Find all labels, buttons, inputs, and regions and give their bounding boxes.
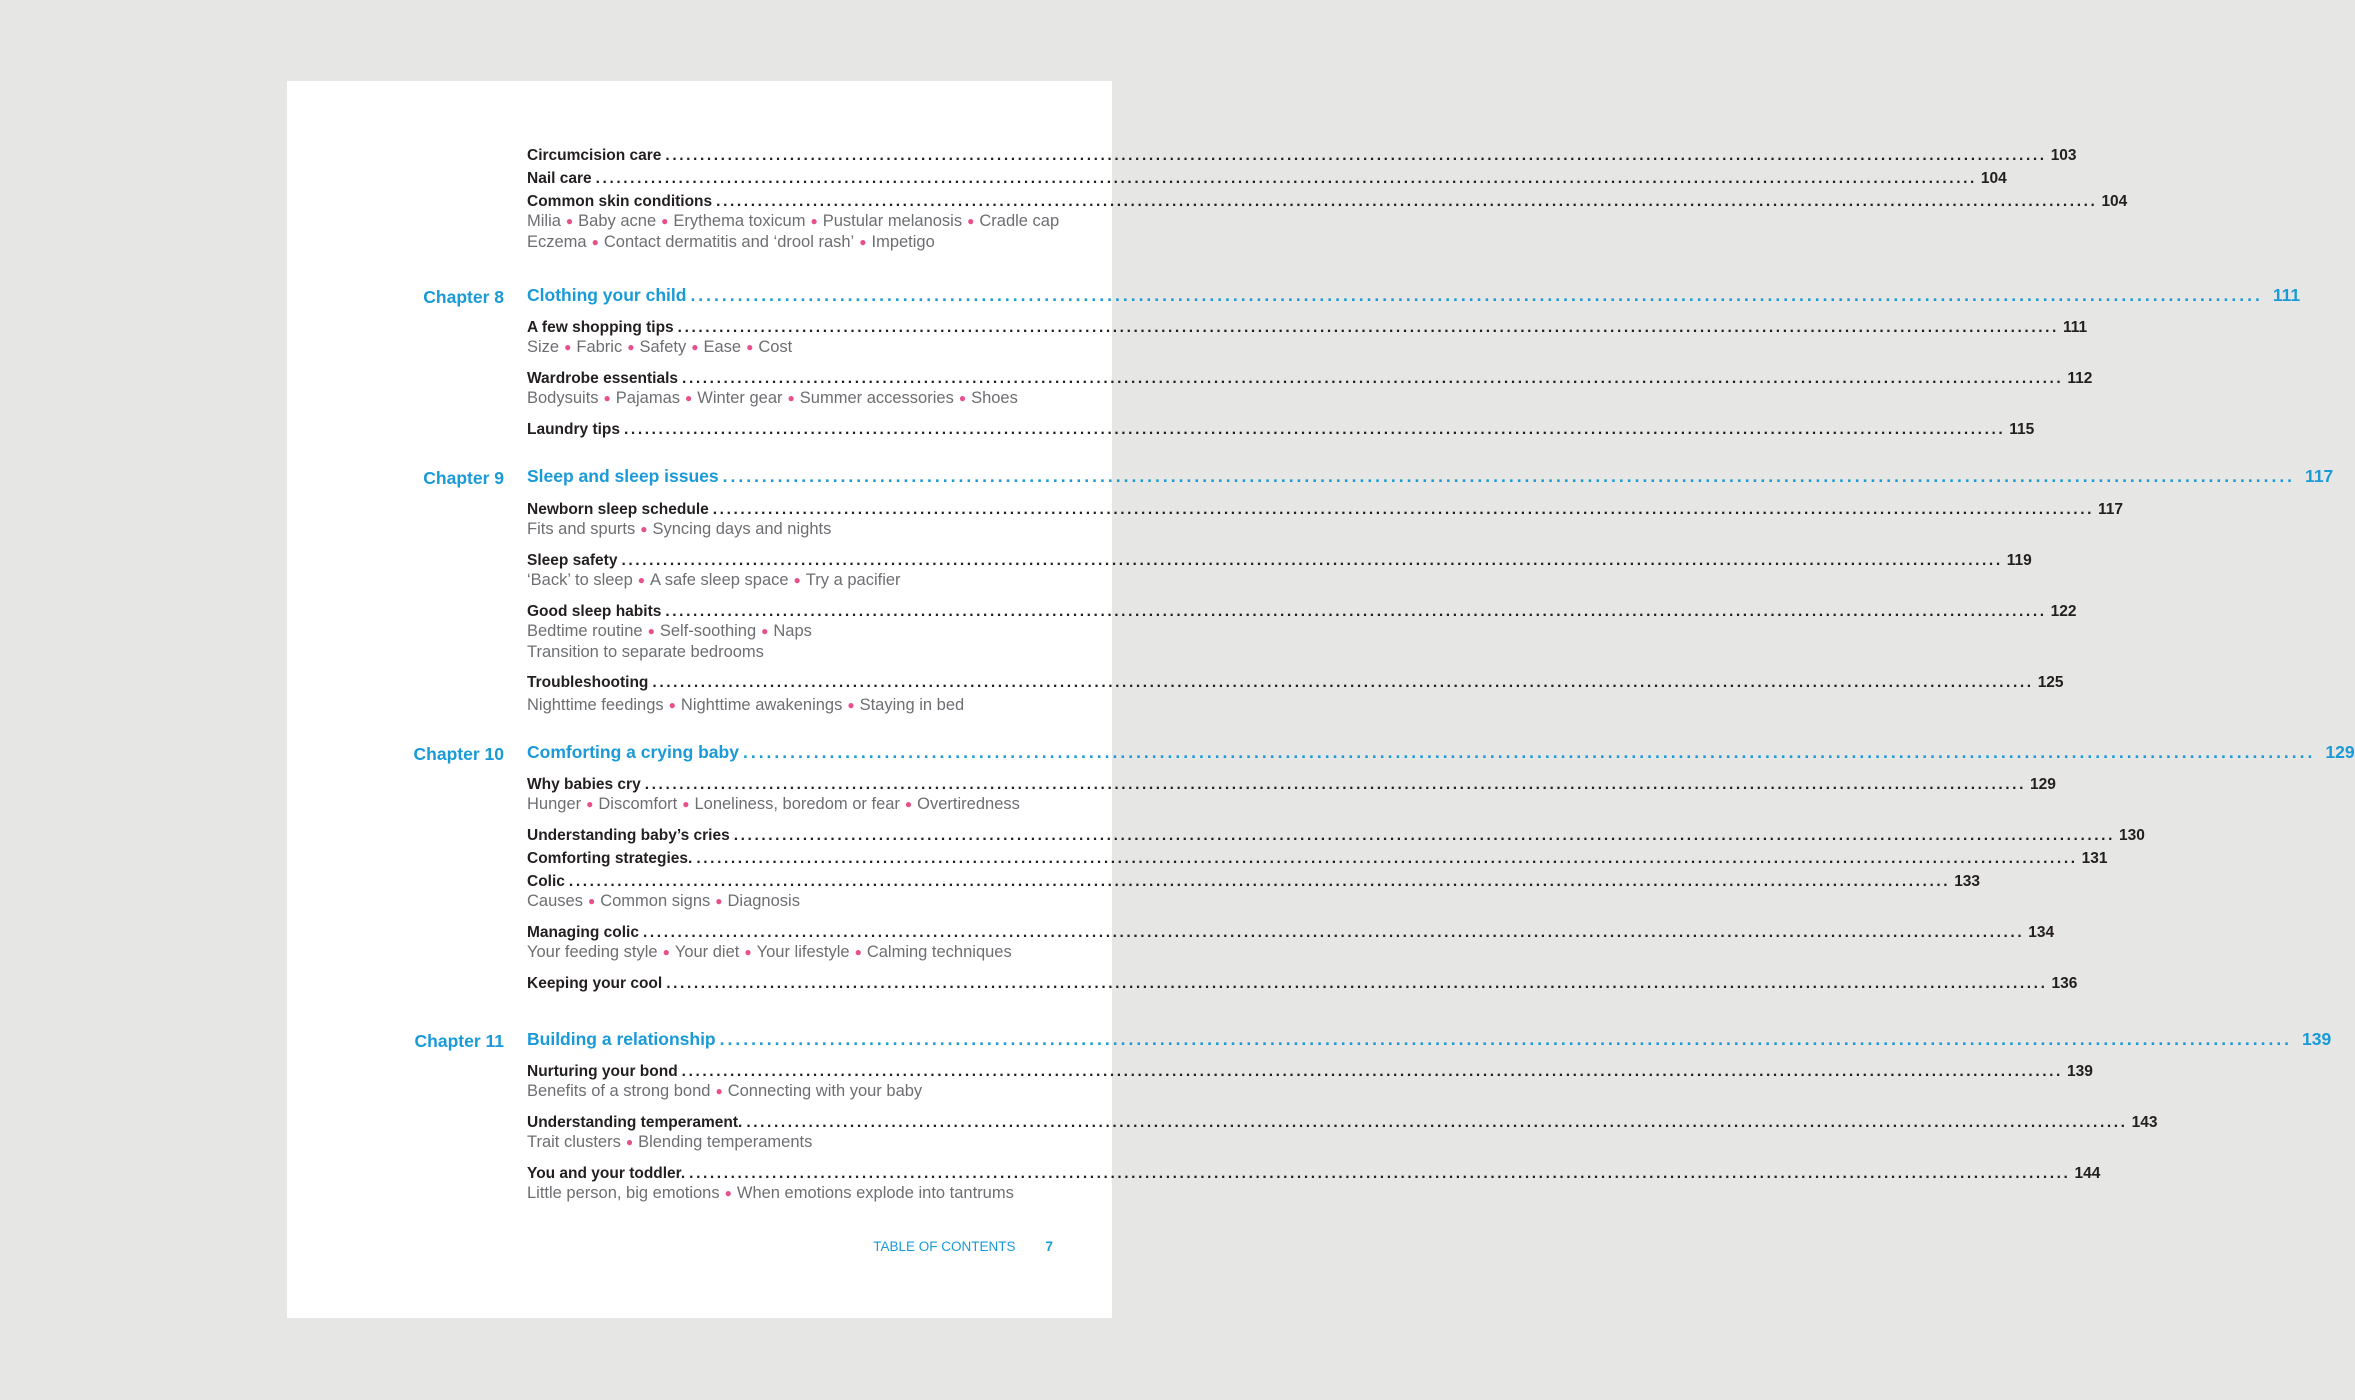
dot-leader: ........................................................................................................................................................................................................ bbox=[665, 147, 2047, 164]
topic-item: Causes bbox=[527, 892, 583, 910]
topic-line bbox=[527, 622, 1067, 643]
bullet-icon: ● bbox=[904, 797, 913, 811]
entry-title: Comforting strategies. bbox=[527, 850, 693, 867]
page-ref: 117 bbox=[2305, 466, 2334, 486]
topic-list bbox=[527, 943, 1067, 964]
bullet-icon: ● bbox=[958, 391, 967, 405]
page-ref: 104 bbox=[2101, 193, 2128, 210]
topic-item: Erythema toxicum bbox=[673, 212, 806, 230]
bullet-icon: ● bbox=[724, 1186, 732, 1200]
entry-title: You and your toddler. bbox=[527, 1165, 686, 1182]
dot-leader: ........................................................................................................................................................................................................ bbox=[722, 466, 2296, 486]
topic-line bbox=[527, 1184, 1067, 1205]
page-ref: 136 bbox=[2051, 975, 2078, 992]
chapter-title: Comforting a crying baby bbox=[527, 742, 739, 762]
topic-item: Pajamas bbox=[615, 389, 680, 407]
entry-title: Colic bbox=[527, 873, 565, 890]
bullet-icon: ● bbox=[691, 340, 699, 354]
entry-title: Understanding baby’s cries bbox=[527, 827, 730, 844]
bullet-icon: ● bbox=[625, 1135, 634, 1149]
topic-item: Transition to separate bedrooms bbox=[527, 642, 764, 661]
topic-line bbox=[527, 943, 1067, 964]
entry-title: Circumcision care bbox=[527, 147, 662, 164]
topic-list bbox=[527, 892, 1067, 913]
entry-title: Troubleshooting bbox=[527, 674, 649, 691]
entry-title: Managing colic bbox=[527, 924, 639, 941]
chapter-label: Chapter 11 bbox=[414, 1031, 504, 1051]
bullet-icon: ● bbox=[715, 1084, 723, 1098]
topic-item: Cost bbox=[758, 338, 793, 356]
bullet-icon: ● bbox=[587, 894, 596, 908]
dot-leader: ........................................................................................................................................................................................................ bbox=[733, 827, 2115, 844]
bullet-icon: ● bbox=[668, 698, 676, 712]
dot-leader: ........................................................................................................................................................................................................ bbox=[666, 975, 2048, 992]
topic-item: Little person, big emotions bbox=[527, 1184, 720, 1202]
topic-list bbox=[527, 622, 1067, 662]
entry-title: Keeping your cool bbox=[527, 975, 663, 992]
dot-leader: ........................................................................................................................................................................................................ bbox=[712, 501, 2095, 518]
toc-entry[interactable] bbox=[527, 827, 2145, 849]
dot-leader: ........................................................................................................................................................................................................ bbox=[677, 319, 2059, 336]
topic-item: Milia bbox=[527, 212, 561, 230]
topic-item: Baby acne bbox=[578, 212, 657, 230]
dot-leader: ........................................................................................................................................................................................................ bbox=[624, 421, 2006, 438]
topic-item: Staying in bed bbox=[859, 696, 965, 714]
topic-item: Winter gear bbox=[697, 389, 783, 407]
page-ref: 103 bbox=[2050, 147, 2077, 164]
topic-list bbox=[527, 1184, 1067, 1205]
bullet-icon: ● bbox=[787, 391, 795, 405]
topic-item: Trait clusters bbox=[527, 1133, 621, 1151]
topic-item: Size bbox=[527, 338, 560, 356]
entry-title: Newborn sleep schedule bbox=[527, 501, 709, 518]
topic-list bbox=[527, 795, 1067, 816]
topic-line bbox=[527, 696, 1067, 717]
topic-line bbox=[527, 1082, 1067, 1103]
page-ref: 139 bbox=[2302, 1029, 2332, 1049]
chapter-title: Building a relationship bbox=[527, 1029, 716, 1049]
page-ref: 115 bbox=[2009, 421, 2035, 438]
topic-item: Nighttime awakenings bbox=[680, 696, 843, 714]
topic-line bbox=[527, 892, 1067, 913]
entry-title: Laundry tips bbox=[527, 421, 621, 438]
bullet-icon: ● bbox=[627, 340, 635, 354]
bullet-icon: ● bbox=[685, 391, 693, 405]
page-footer bbox=[827, 1239, 1053, 1254]
page-ref: 129 bbox=[2325, 742, 2355, 762]
topic-item: Shoes bbox=[971, 389, 1018, 407]
toc-entry[interactable] bbox=[527, 170, 2007, 192]
dot-leader: ........................................................................................................................................................................................................ bbox=[746, 1114, 2128, 1131]
topic-list bbox=[527, 1082, 1067, 1103]
page-ref: 133 bbox=[1954, 873, 1981, 890]
dot-leader: ........................................................................................................................................................................................................ bbox=[690, 285, 2263, 305]
chapter-heading-row[interactable] bbox=[527, 1029, 2332, 1053]
topic-line bbox=[527, 1133, 1067, 1154]
page-ref: 104 bbox=[1980, 170, 2007, 187]
dot-leader: ........................................................................................................................................................................................................ bbox=[652, 674, 2034, 691]
toc-entry[interactable] bbox=[527, 147, 2077, 169]
bullet-icon: ● bbox=[661, 214, 669, 228]
bullet-icon: ● bbox=[810, 214, 818, 228]
dot-leader: ........................................................................................................................................................................................................ bbox=[689, 1165, 2071, 1182]
topic-line bbox=[527, 389, 1067, 410]
dot-leader: ........................................................................................................................................................................................................ bbox=[716, 193, 2098, 210]
bullet-icon: ● bbox=[746, 340, 754, 354]
topic-list bbox=[527, 520, 1067, 541]
chapter-title: Clothing your child bbox=[527, 285, 687, 305]
topic-item: Cradle cap bbox=[979, 212, 1060, 230]
topic-item: When emotions explode into tantrums bbox=[736, 1184, 1014, 1202]
entry-title: Common skin conditions bbox=[527, 193, 713, 210]
topic-item: Contact dermatitis and ‘drool rash’ bbox=[603, 232, 855, 251]
bullet-icon: ● bbox=[682, 797, 690, 811]
topic-item: Loneliness, boredom or fear bbox=[694, 795, 900, 813]
footer-section-title: TABLE OF CONTENTS bbox=[873, 1239, 1016, 1254]
toc-entry[interactable] bbox=[527, 421, 2035, 443]
topic-item: Pustular melanosis bbox=[822, 212, 963, 230]
bullet-icon: ● bbox=[637, 573, 646, 587]
entry-title: Nurturing your bond bbox=[527, 1063, 678, 1080]
topic-item: Eczema bbox=[527, 232, 587, 251]
dot-leader: ........................................................................................................................................................................................................ bbox=[595, 170, 1977, 187]
page-ref: 143 bbox=[2131, 1114, 2158, 1131]
topic-item: Fabric bbox=[576, 338, 623, 356]
topic-item: Fits and spurts bbox=[527, 520, 636, 538]
dot-leader: ........................................................................................................................................................................................................ bbox=[665, 603, 2047, 620]
topic-item: Bodysuits bbox=[527, 389, 599, 407]
topic-line bbox=[527, 212, 1067, 233]
dot-leader: ........................................................................................................................................................................................................ bbox=[621, 552, 2003, 569]
chapter-title: Sleep and sleep issues bbox=[527, 466, 719, 486]
page-ref: 139 bbox=[2066, 1063, 2093, 1080]
bullet-icon: ● bbox=[967, 214, 975, 228]
topic-item: Summer accessories bbox=[799, 389, 954, 407]
page-ref: 130 bbox=[2119, 827, 2145, 844]
chapter-heading-row[interactable] bbox=[527, 285, 2301, 309]
topic-item: Discomfort bbox=[598, 795, 678, 813]
bullet-icon: ● bbox=[647, 624, 655, 638]
topic-item: Your diet bbox=[674, 943, 740, 961]
page-ref: 117 bbox=[2098, 501, 2124, 518]
page-ref: 111 bbox=[2272, 285, 2301, 305]
toc-entry[interactable] bbox=[527, 674, 2064, 696]
topic-item: Connecting with your baby bbox=[727, 1082, 923, 1100]
chapter-label: Chapter 9 bbox=[423, 468, 504, 488]
topic-item: Hunger bbox=[527, 795, 582, 813]
topic-list bbox=[527, 1133, 1067, 1154]
entry-title: Good sleep habits bbox=[527, 603, 662, 620]
page-ref: 112 bbox=[2067, 370, 2093, 387]
topic-list bbox=[527, 696, 1067, 717]
topic-item: Blending temperaments bbox=[638, 1133, 813, 1151]
page-ref: 131 bbox=[2081, 850, 2108, 867]
topic-item: Self-soothing bbox=[659, 622, 757, 640]
topic-line bbox=[527, 643, 1067, 663]
bullet-icon: ● bbox=[640, 522, 648, 536]
entry-title: Wardrobe essentials bbox=[527, 370, 679, 387]
topic-item: ‘Back’ to sleep bbox=[527, 571, 633, 589]
entry-title: A few shopping tips bbox=[527, 319, 674, 336]
bullet-icon: ● bbox=[793, 573, 801, 587]
topic-line bbox=[527, 571, 1067, 592]
topic-item: Your lifestyle bbox=[756, 943, 850, 961]
page-ref: 122 bbox=[2050, 603, 2077, 620]
topic-line bbox=[527, 520, 1067, 541]
page-ref: 144 bbox=[2074, 1165, 2101, 1182]
toc-entry[interactable] bbox=[527, 850, 2108, 872]
bullet-icon: ● bbox=[565, 214, 574, 228]
bullet-icon: ● bbox=[564, 340, 572, 354]
topic-item: Nighttime feedings bbox=[527, 696, 664, 714]
topic-item: Syncing days and nights bbox=[652, 520, 832, 538]
topic-item: Try a pacifier bbox=[805, 571, 901, 589]
topic-item: Benefits of a strong bond bbox=[527, 1082, 711, 1100]
bullet-icon: ● bbox=[603, 391, 611, 405]
topic-item: Naps bbox=[773, 622, 812, 640]
topic-line bbox=[527, 233, 1067, 254]
chapter-heading-row[interactable] bbox=[527, 742, 2355, 766]
topic-item: Your feeding style bbox=[527, 943, 658, 961]
topic-list bbox=[527, 212, 1067, 253]
dot-leader: ........................................................................................................................................................................................................ bbox=[644, 776, 2026, 793]
entry-title: Nail care bbox=[527, 170, 592, 187]
page-ref: 111 bbox=[2062, 319, 2088, 336]
dot-leader: ........................................................................................................................................................................................................ bbox=[682, 370, 2064, 387]
bullet-icon: ● bbox=[859, 234, 867, 249]
table-of-contents bbox=[287, 81, 2355, 1318]
bullet-icon: ● bbox=[662, 945, 670, 959]
page-ref: 129 bbox=[2030, 776, 2056, 793]
chapter-label: Chapter 10 bbox=[413, 744, 504, 764]
toc-entry[interactable] bbox=[527, 975, 2078, 997]
page-number: 7 bbox=[1045, 1239, 1053, 1254]
topic-line bbox=[527, 795, 1067, 816]
topic-item: A safe sleep space bbox=[650, 571, 789, 589]
page-ref: 125 bbox=[2037, 674, 2064, 691]
topic-item: Ease bbox=[703, 338, 742, 356]
topic-list bbox=[527, 338, 1067, 359]
topic-item: Safety bbox=[639, 338, 687, 356]
bullet-icon: ● bbox=[761, 624, 769, 638]
dot-leader: ........................................................................................................................................................................................................ bbox=[681, 1063, 2063, 1080]
topic-list bbox=[527, 389, 1067, 410]
entry-title: Why babies cry bbox=[527, 776, 641, 793]
topic-item: Common signs bbox=[600, 892, 711, 910]
topic-item: Calming techniques bbox=[866, 943, 1012, 961]
topic-item: Overtiredness bbox=[917, 795, 1020, 813]
document-page bbox=[287, 81, 2355, 1318]
entry-title: Sleep safety bbox=[527, 552, 618, 569]
dot-leader: ........................................................................................................................................................................................................ bbox=[719, 1029, 2293, 1049]
page-ref: 134 bbox=[2028, 924, 2055, 941]
topic-item: Diagnosis bbox=[727, 892, 800, 910]
bullet-icon: ● bbox=[847, 698, 855, 712]
bullet-icon: ● bbox=[744, 945, 752, 959]
chapter-heading-row[interactable] bbox=[527, 466, 2334, 490]
topic-item: Impetigo bbox=[871, 232, 935, 251]
bullet-icon: ● bbox=[854, 945, 862, 959]
bullet-icon: ● bbox=[591, 234, 599, 249]
dot-leader: ........................................................................................................................................................................................................ bbox=[568, 873, 1951, 890]
entry-title: Understanding temperament. bbox=[527, 1114, 743, 1131]
dot-leader: ........................................................................................................................................................................................................ bbox=[642, 924, 2025, 941]
topic-item: Bedtime routine bbox=[527, 622, 643, 640]
bullet-icon: ● bbox=[715, 894, 723, 908]
page-ref: 119 bbox=[2006, 552, 2032, 569]
bullet-icon: ● bbox=[586, 797, 594, 811]
dot-leader: ........................................................................................................................................................................................................ bbox=[696, 850, 2078, 867]
topic-list bbox=[527, 571, 1067, 592]
chapter-label: Chapter 8 bbox=[423, 287, 504, 307]
dot-leader: ........................................................................................................................................................................................................ bbox=[742, 742, 2316, 762]
topic-line bbox=[527, 338, 1067, 359]
